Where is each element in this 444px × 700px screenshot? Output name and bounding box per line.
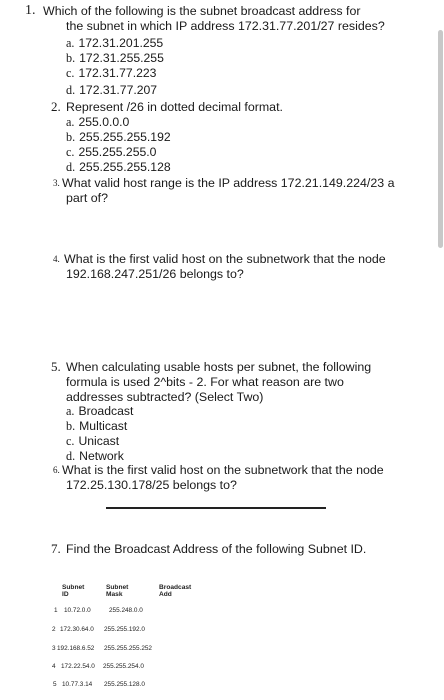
- question-text: part of?: [66, 191, 109, 205]
- scrollbar[interactable]: [438, 30, 443, 248]
- table-header: Subnet Mask: [106, 584, 129, 598]
- question-text: Which of the following is the subnet broadcast address for: [43, 4, 361, 18]
- option-b: b. 172.31.255.255: [66, 51, 164, 65]
- option-b: b. Multicast: [66, 419, 128, 433]
- table-row: 2 172.30.64.0 255.255.192.0: [52, 626, 145, 633]
- table-row: 3192.168.6.52 255.255.255.252: [52, 645, 152, 652]
- question-text: Find the Broadcast Address of the following Subnet ID.: [66, 542, 367, 556]
- option-d: d. 172.31.77.207: [66, 83, 158, 97]
- question-text: When calculating usable hosts per subnet, the following: [66, 360, 372, 374]
- question-text: formula is used 2^bits - 2. For what reason are two: [66, 375, 344, 389]
- question-text: What valid host range is the IP address 172.21.149.224/23 a: [62, 176, 395, 190]
- question-text: the subnet in which IP address 172.31.77.201/27 resides?: [66, 19, 385, 33]
- question-text: addresses subtracted? (Select Two): [66, 390, 264, 404]
- question-number: 1.: [25, 3, 36, 18]
- option-a: a. 255.0.0.0: [66, 115, 130, 129]
- option-c: c. 172.31.77.223: [66, 66, 157, 80]
- question-number: 3.: [53, 178, 60, 188]
- table-header: Subnet ID: [62, 584, 85, 598]
- question-number: 6.: [53, 465, 60, 475]
- option-d: d. 255.255.255.128: [66, 160, 171, 174]
- answer-line: [106, 507, 326, 509]
- option-b: b. 255.255.255.192: [66, 130, 171, 144]
- question-number: 4.: [53, 254, 60, 264]
- question-number: 2.: [51, 99, 61, 114]
- question-number: 5.: [51, 359, 61, 374]
- question-number: 7.: [51, 541, 61, 556]
- question-text: 192.168.247.251/26 belongs to?: [66, 267, 244, 281]
- option-c: c. Unicast: [66, 434, 120, 448]
- question-text: 172.25.130.178/25 belongs to?: [66, 478, 237, 492]
- question-text: What is the first valid host on the subnetwork that the node: [62, 463, 384, 477]
- question-text: Represent /26 in dotted decimal format.: [66, 100, 283, 114]
- option-a: a. Broadcast: [66, 404, 134, 418]
- table-row: 1 10.72.0.0 255.248.0.0: [54, 607, 143, 614]
- question-text: What is the first valid host on the subnetwork that the node: [64, 252, 386, 266]
- table-row: 4 172.22.54.0 255.255.254.0: [52, 663, 144, 670]
- table-row: 5 10.77.3.14 255.255.128.0: [53, 681, 145, 688]
- table-header: Broadcast Add: [159, 584, 192, 598]
- option-c: c. 255.255.255.0: [66, 145, 157, 159]
- option-a: a. 172.31.201.255: [66, 36, 164, 50]
- option-d: d. Network: [66, 449, 124, 463]
